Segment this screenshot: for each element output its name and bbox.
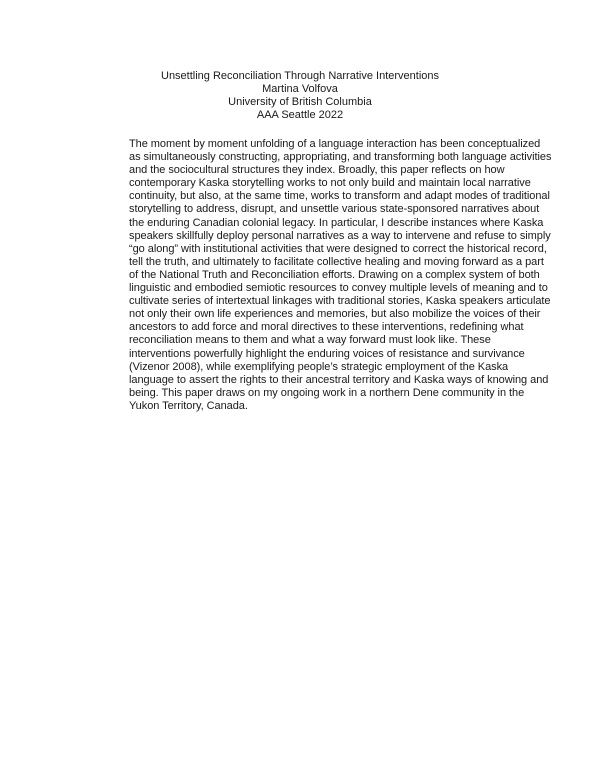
abstract-line: tell the truth, and ultimately to facilitate collective healing and moving forward as a part: [129, 255, 544, 268]
abstract-line: ancestors to add force and moral directives to these interventions, redefining what: [129, 321, 524, 334]
conference-venue: AAA Seattle 2022: [256, 109, 344, 121]
abstract-line: as simultaneously constructing, appropriating, and transforming both language activities: [129, 151, 552, 164]
abstract-line: contemporary Kaska storytelling works to not only build and maintain local narrative: [129, 177, 531, 190]
abstract-line: reconciliation means to them and what a way forward must look like. These: [129, 334, 491, 347]
abstract-line: storytelling to address, disrupt, and unsettle various state-sponsored narratives about: [129, 203, 540, 216]
abstract-paragraph: [129, 138, 552, 413]
abstract-line: speakers skillfully deploy personal narratives as a way to intervene and refuse to simply: [129, 229, 551, 242]
abstract-line: Yukon Territory, Canada.: [129, 399, 248, 412]
author-affiliation: University of British Columbia: [228, 96, 372, 108]
abstract-line: “go along” with institutional activities that were designed to correct the historical record,: [129, 242, 547, 255]
abstract-line: continuity, but also, at the same time, works to transform and adapt modes of traditional: [129, 190, 550, 203]
paper-title: Unsettling Reconciliation Through Narrative Interventions: [161, 70, 439, 82]
abstract-line: and the sociocultural structures they index. Broadly, this paper reflects on how: [129, 164, 505, 177]
abstract-line: cultivate series of intertextual linkages with traditional stories, Kaska speakers articulate: [129, 295, 551, 308]
abstract-line: (Vizenor 2008), while exemplifying people’s strategic employment of the Kaska: [129, 360, 509, 373]
abstract-line: being. This paper draws on my ongoing work in a northern Dene community in the: [129, 386, 525, 399]
abstract-line: linguistic and embodied semiotic resources to convey multiple levels of meaning and to: [129, 282, 548, 295]
abstract-line: not only their own life experiences and memories, but also mobilize the voices of their: [129, 308, 541, 321]
abstract-line: of the National Truth and Reconciliation efforts. Drawing on a complex system of both: [129, 268, 540, 281]
author-name: Martina Volfova: [262, 83, 338, 95]
abstract-line: language to assert the rights to their ancestral territory and Kaska ways of knowing and: [129, 373, 549, 386]
document-header: [0, 70, 600, 122]
abstract-line: the enduring Canadian colonial legacy. In particular, I describe instances where Kaska: [129, 216, 544, 229]
abstract-line: The moment by moment unfolding of a language interaction has been conceptualized: [129, 138, 541, 150]
abstract-line: interventions powerfully highlight the enduring voices of resistance and survivance: [129, 347, 525, 360]
